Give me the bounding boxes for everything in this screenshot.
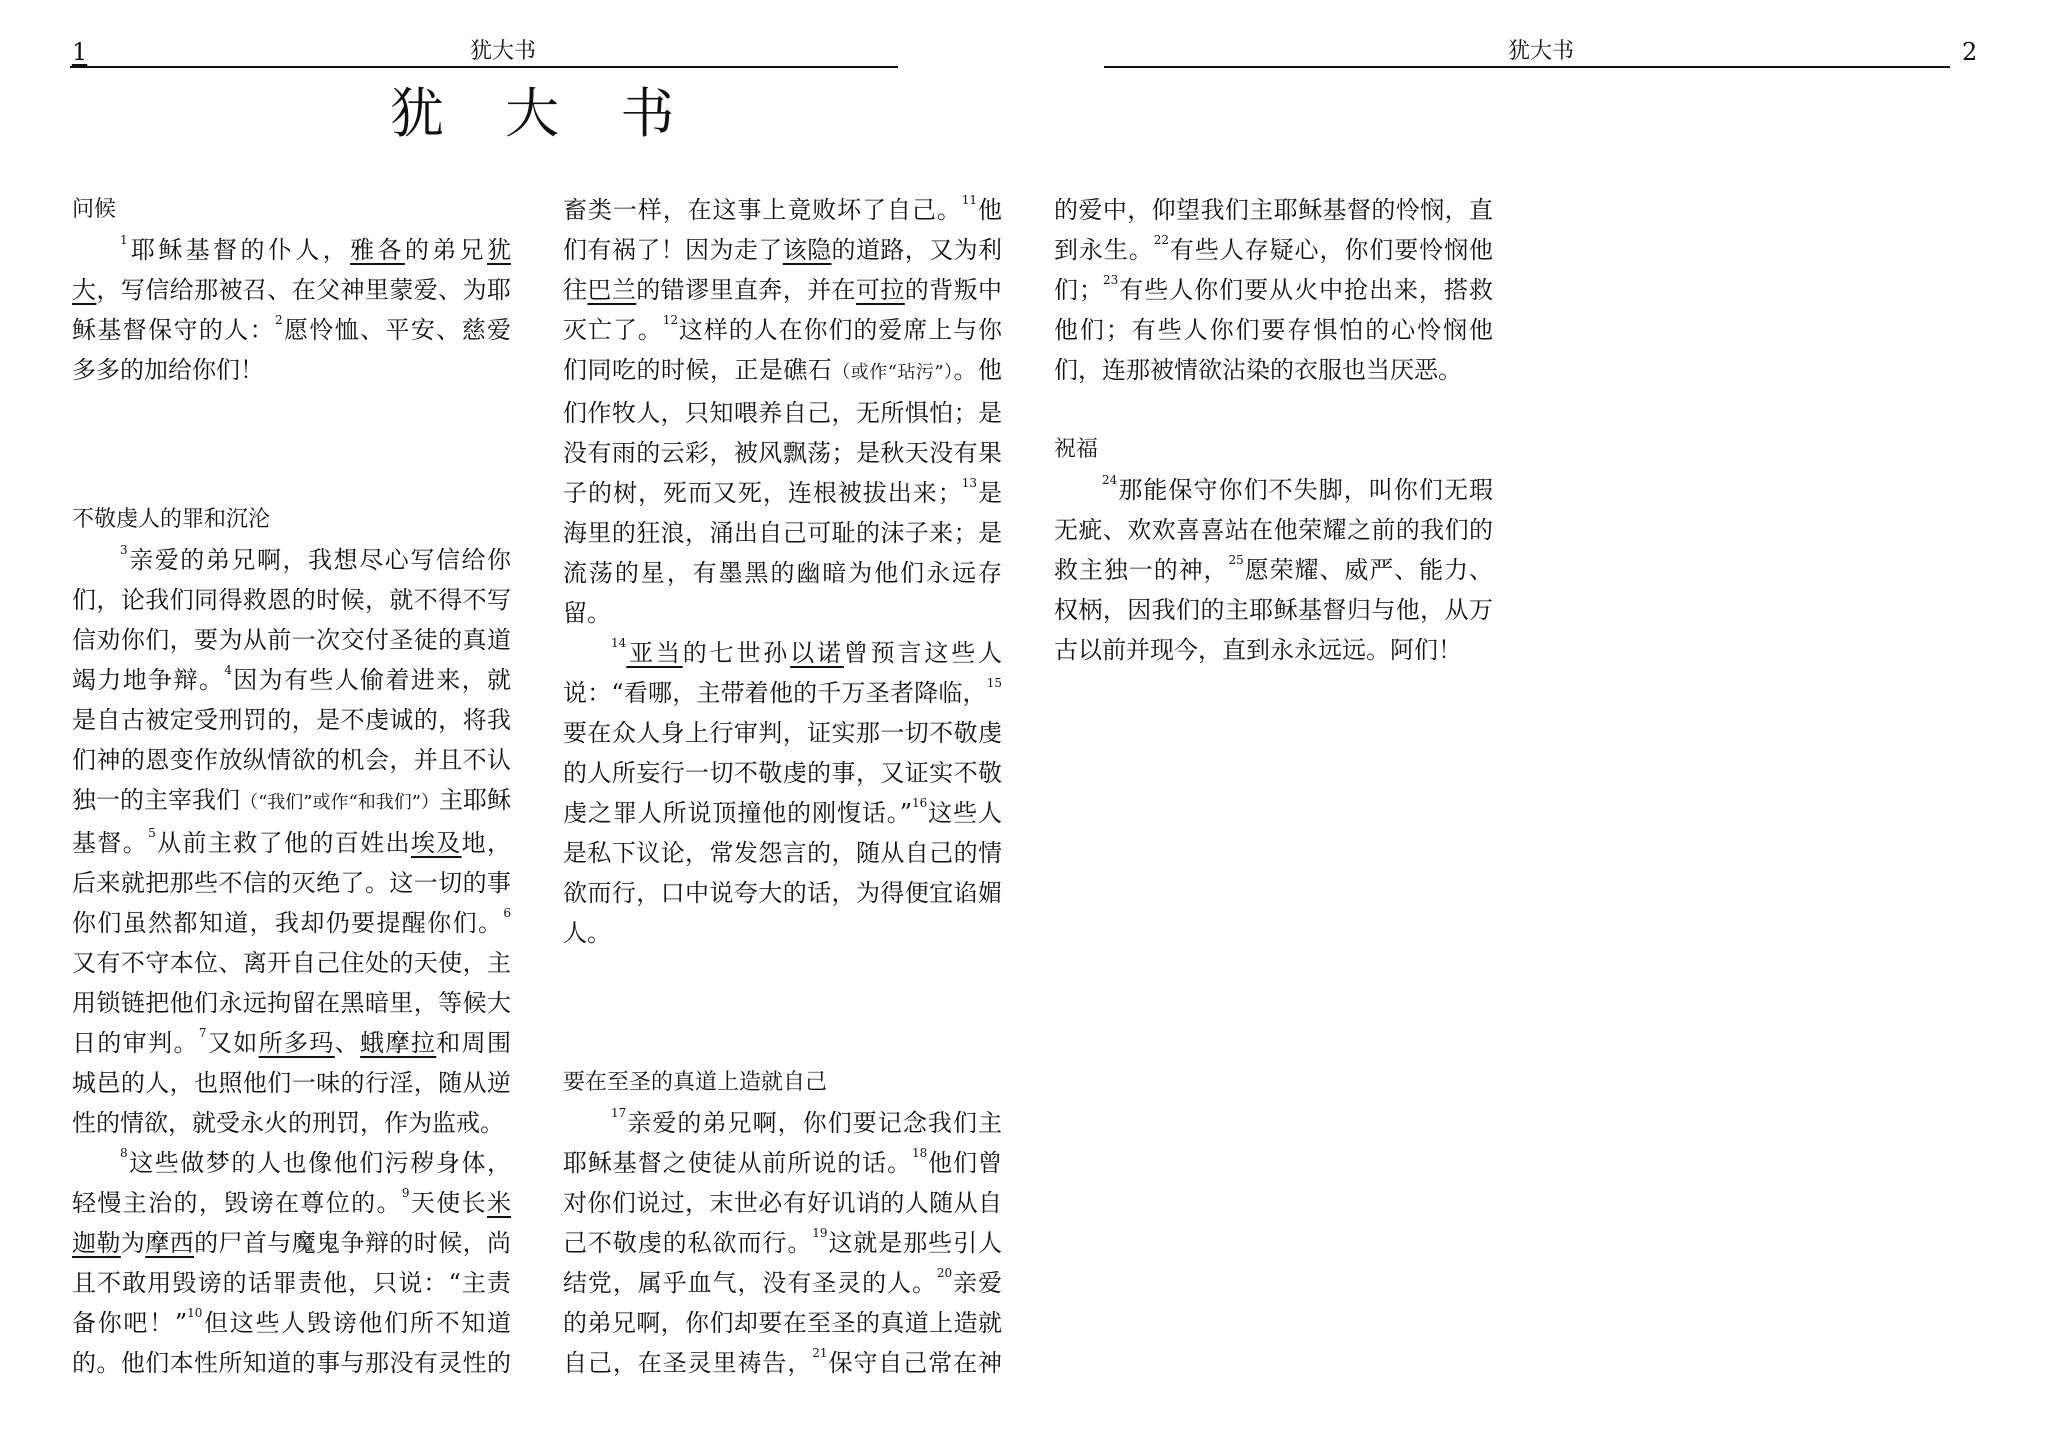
verse-number: 4 [224,663,232,677]
verse-text: 的道路，又为利往 [563,236,1003,304]
footnote-text: （“我们”或作“和我们”） [240,792,439,813]
verse-number: 11 [961,193,978,207]
section-heading-benediction: 祝福 [1054,437,1099,462]
verse-text: 的七世孙 [682,639,791,667]
verse-text: 但这些人毁谤他们所不知道的。他们本性所知道的事与那没有灵性的畜类一样，在这事上竟败坏了自己。 [72,196,962,1377]
section-heading-build-up: 要在至圣的真道上造就自己 [563,1070,828,1095]
verse-text: 保守自己常在神的爱中，仰望我们主耶稣基督的怜悯，直到永生。 [827,196,1493,1377]
name-jude: 犹大 [72,236,512,304]
verse-text: 亲爱的弟兄啊，你们却要在至圣的真道上造就自己，在圣灵里祷告， [563,1269,1003,1377]
verse-text: 天使长 [409,1189,488,1217]
name-enoch: 以诺 [790,639,844,667]
verse-number: 25 [1228,553,1244,567]
verse-text: 这些做梦的人也像他们污秽身体，轻慢主治的，毁谤在尊位的。 [72,1149,511,1217]
name-egypt: 埃及 [410,829,462,857]
verse-number: 12 [662,313,678,327]
name-gomorrah: 蛾摩拉 [360,1029,437,1057]
name-jacob: 雅各 [350,236,405,264]
running-title: 犹大书 [1508,39,1575,64]
verse-number: 7 [198,1026,207,1040]
verse-number: 14 [611,636,627,650]
verse-number: 20 [936,1266,953,1280]
verse-text: 主耶稣基督。 [72,786,512,857]
verse-text: 因为有些人偷着进来，就是自古被定受刑罚的，是不虔诚的，将我们神的恩变作放纵情欲的机会，并且不认独一的主宰我们 [72,666,512,814]
name-cain: 该隐 [782,236,832,264]
name-sodom: 所多玛 [258,1029,335,1057]
name-moses: 摩西 [145,1229,195,1257]
verse-number: 22 [1153,233,1169,247]
verse-text: 地，后来就把那些不信的灭绝了。这一切的事你们虽然都知道，我却仍要提醒你们。 [72,829,512,937]
section-gap [1054,390,1493,430]
verse-text: 为 [120,1229,146,1257]
verse-number: 13 [961,476,978,490]
verse-number: 8 [120,1146,128,1160]
verse-text: 这就是那些引人结党，属乎血气，没有圣灵的人。 [563,1229,1003,1297]
section-gap [72,390,511,500]
verse-text: 亲爱的弟兄啊，我想尽心写信给你们，论我们同得救恩的时候，就不得不写信劝你们，要为从前一次交付圣徒的真道竭力地争辩。 [72,546,511,694]
verse-number: 21 [812,1346,828,1360]
verse-text: 又有不守本位、离开自己住处的天使，主用锁链把他们永远拘留在黑暗里，等候大日的审判。 [72,949,511,1057]
verse-text: 有些人存疑心，你们要怜悯他们； [1054,236,1494,304]
verse-number: 15 [986,676,1002,690]
section-gap [563,953,1002,1063]
verse-text: 这些人是私下议论，常发怨言的，随从自己的情欲而行，口中说夸大的话，为得便宜谄媚人。 [563,799,1002,947]
verse-text: 这样的人在你们的爱席上与你们同吃的时候，正是礁石 [563,316,1003,384]
verse-text: 亲爱的弟兄啊，你们要记念我们主耶稣基督之使徒从前所说的话。 [563,1109,1002,1177]
verse-text: 那能保守你们不失脚，叫你们无瑕无疵、欢欢喜喜站在他荣耀之前的我们的救主独一的神， [1054,476,1493,584]
footnote-text: （或作“玷污”） [832,362,954,383]
verse-text: 要在众人身上行审判，证实那一切不敬虔的人所妄行一切不敬虔的事，又证实不敬虔之罪人所说顶撞他的刚愎话。” [563,719,1002,827]
name-michael: 米迦勒 [72,1189,512,1257]
verse-text: 是海里的狂浪，涌出自己可耻的沫子来；是流荡的星，有墨黑的幽暗为他们永远存留。 [563,479,1003,627]
verse-text: 曾预言这些人说：“看哪，主带着他的千万圣者降临， [563,639,1003,707]
verse-number: 18 [911,1146,928,1160]
name-adam: 亚当 [626,639,683,667]
verse-number: 16 [911,796,928,810]
section-heading-greeting: 问候 [72,197,117,222]
verse-text: 。他们作牧人，只知喂养自己，无所惧怕；是没有雨的云彩，被风飘荡；是秋天没有果子的树，死而又死，连根被拔出来； [563,356,1003,507]
verse-text: 的弟兄 [404,236,488,264]
verse-text: 他们有祸了！因为走了 [563,196,1003,264]
verse-number: 23 [1102,273,1119,287]
paragraph-benediction [1054,470,1493,670]
running-title: 犹大书 [470,39,537,64]
book-title: 犹 大 书 [390,82,697,145]
page-number: 2 [1962,38,1978,66]
verse-text: 的尸首与魔鬼争辩的时候，尚且不敢用毁谤的话罪责他，只说：“主责备你吧！” [72,1229,512,1337]
name-korah: 可拉 [855,276,905,304]
verse-text: 从前主救了他的百姓出 [155,829,411,857]
verse-text: 愿荣耀、威严、能力、权柄，因我们的主耶稣基督归与他，从万古以前并现今，直到永永远远。阿们！ [1054,556,1494,664]
paragraph-greeting [72,230,511,390]
paragraph-ungodly [72,540,511,1143]
verse-number: 10 [187,1306,203,1320]
verse-number: 3 [120,543,128,557]
verse-text: ，写信给那被召、在父神里蒙爱、为耶稣基督保守的人： [72,276,512,344]
verse-number: 24 [1102,473,1118,487]
page-number: 1 [72,38,88,66]
verse-text: 耶稣基督的仆人， [127,236,351,264]
verse-number: 6 [503,906,511,920]
verse-number: 17 [611,1106,627,1120]
verse-text: 有些人你们要从火中抢出来，搭救他们；有些人你们要存惧怕的心怜悯他们，连那被情欲沾染的衣服也当厌恶。 [1054,276,1494,384]
verse-number: 1 [120,233,128,247]
header-rule [70,66,898,68]
verse-text: 的错谬里直奔，并在 [636,276,856,304]
section-heading-ungodly: 不敬虔人的罪和沉沦 [72,507,271,532]
verse-number: 5 [148,826,156,840]
verse-text: 又如 [206,1029,259,1057]
verse-number: 2 [275,313,283,327]
header-rule [1104,66,1950,68]
verse-text: 的背叛中灭亡了。 [563,276,1003,344]
verse-text: 、 [334,1029,361,1057]
paragraph-enoch [563,633,1002,953]
verse-text: 他们曾对你们说过，末世必有好讥诮的人随从自己不敬虔的私欲而行。 [563,1149,1003,1257]
verse-text: 愿怜恤、平安、慈爱多多的加给你们！ [72,316,512,384]
verse-text: 和周围城邑的人，也照他们一味的行淫，随从逆性的情欲，就受永火的刑罚，作为监戒。 [72,1029,512,1137]
name-balaam: 巴兰 [587,276,637,304]
verse-number: 9 [401,1186,410,1200]
text-columns [72,190,1984,1390]
verse-number: 19 [812,1226,828,1240]
